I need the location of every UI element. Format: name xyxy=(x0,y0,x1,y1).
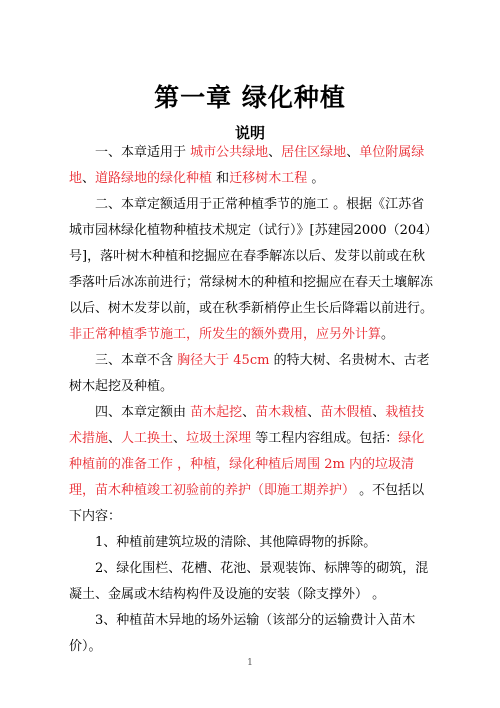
body-text: 和 xyxy=(212,171,230,186)
body-text: 、 xyxy=(108,431,122,446)
body-text: 、 xyxy=(307,405,321,420)
body-text: 、 xyxy=(372,405,386,420)
highlighted-text: 垃圾土深埋 xyxy=(186,431,252,446)
body-text: 。 xyxy=(381,327,395,342)
body-text: 、 xyxy=(173,431,187,446)
body-text: 2、绿化围栏、花槽、花池、景观装饰、标牌等的砌筑，混凝土、金属或木结构构件及设施的安装（除支撑外） 。 xyxy=(69,561,429,602)
highlighted-text: 绿化种植前的准备工作 ，种植，绿化种植后周围 2m 内的垃圾清理，苗木种植竣工初验前的养护（即施工期养护） xyxy=(69,431,425,498)
body-text: 、 xyxy=(82,171,96,186)
paragraph xyxy=(69,192,433,348)
highlighted-text: 单位附属绿地 xyxy=(69,145,425,186)
highlighted-text: 迁移树木工程 xyxy=(229,171,308,186)
highlighted-text: 胸径大于 45cm xyxy=(177,353,270,368)
highlighted-text: 人工换土 xyxy=(121,431,174,446)
section-subtitle: 说明 xyxy=(234,124,265,142)
body-text: 的特大树、名贵树木、古老树木起挖及种植。 xyxy=(69,353,430,394)
paragraph xyxy=(69,400,433,530)
highlighted-text: 道路绿地的绿化种植 xyxy=(95,171,213,186)
body-text: 三、本章不含 xyxy=(95,353,178,368)
body-text: 二、本章定额适用于正常种植季节的施工 。根据《江苏省城市园林绿化植物种植技术规定（试行）》[苏建园2000（204）号]，落叶树木种植和挖掘应在春季解冻以后、发芽以前或在秋季落叶后冰冻前进行；常绿树木的种植和挖掘应在春天土壤解冻以后、树木发芽以前，或在秋季新梢停止生长后降霜以前进行。 xyxy=(69,197,434,316)
paragraph xyxy=(69,140,433,192)
body-text: 。不包括以下内容： xyxy=(69,483,425,524)
page-number: 1 xyxy=(247,658,253,668)
body-text: 四、本章定额由 xyxy=(95,405,191,420)
body-text: 一、本章适用于 xyxy=(95,145,191,160)
paragraph xyxy=(69,530,433,556)
highlighted-text: 非正常种植季节施工，所发生的额外费用，应另外计算 xyxy=(69,327,382,342)
highlighted-text: 居住区绿地 xyxy=(281,145,347,160)
chapter-title: 第一章 绿化种植 xyxy=(154,83,346,112)
paragraph xyxy=(69,348,433,400)
body-text: 等工程内容组成。包括： xyxy=(251,431,399,446)
body-text: 、 xyxy=(242,405,256,420)
body-text: 1、种植前建筑垃圾的清除、其他障碍物的拆除。 xyxy=(95,535,377,550)
body-text: 、 xyxy=(346,145,360,160)
body-text: 。 xyxy=(307,171,325,186)
body-text: 、 xyxy=(268,145,282,160)
paragraph xyxy=(69,556,433,608)
highlighted-text: 城市公共绿地 xyxy=(190,145,269,160)
highlighted-text: 栽植技术措施 xyxy=(69,405,425,446)
highlighted-text: 苗木假植 xyxy=(320,405,373,420)
highlighted-text: 苗木起挖 xyxy=(190,405,243,420)
highlighted-text: 苗木栽植 xyxy=(255,405,308,420)
paragraph xyxy=(69,608,433,660)
body-text: 3、种植苗木异地的场外运输（该部分的运输费计入苗木价）。 xyxy=(69,613,416,654)
document-body xyxy=(69,140,433,660)
